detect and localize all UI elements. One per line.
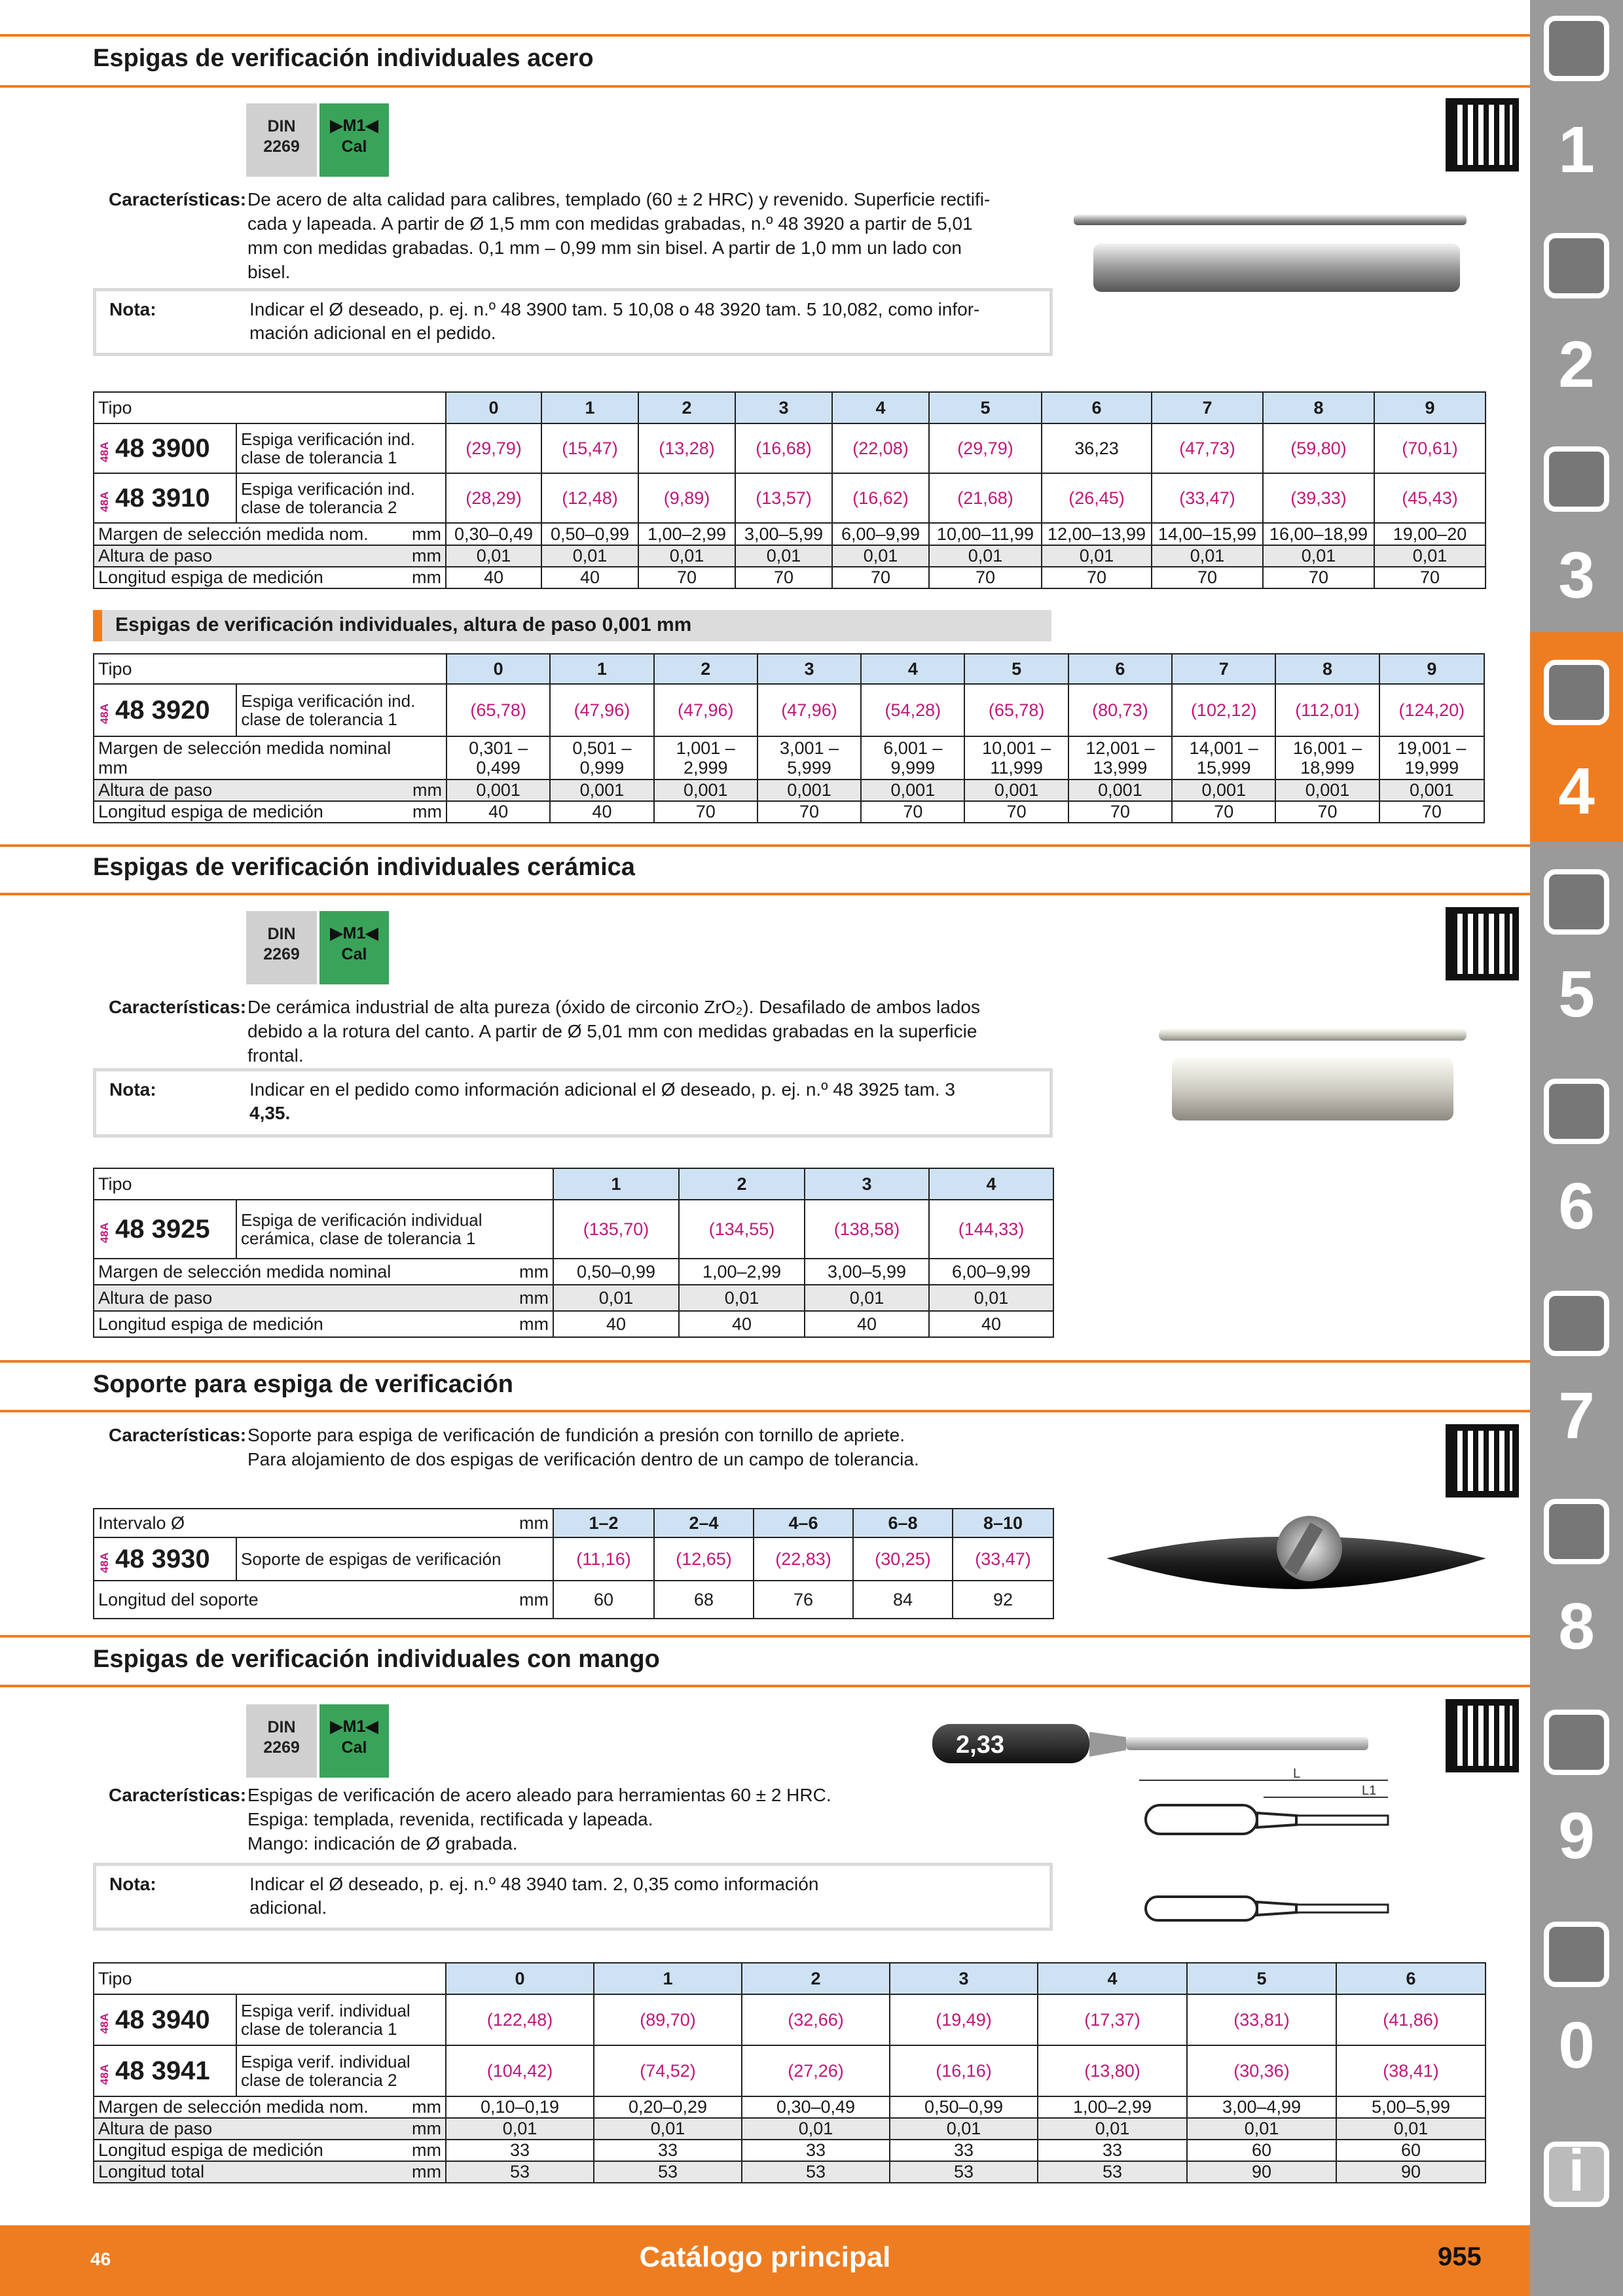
- footer-bar: [0, 2225, 1530, 2296]
- insert-icon[interactable]: [1544, 233, 1609, 298]
- section-rule: [0, 34, 1532, 37]
- ceramic-pin-image: [1152, 1021, 1493, 1126]
- qr-code[interactable]: [1446, 907, 1519, 980]
- table-48-3925: Tipo 1 2 3 4 48A 48 3925 Espiga de verificación individual cerámica, clase de tolerancia 1 (135,70) (134,55) (138,58) (144,33) Margen de selección medida nominal mm 0,50–0,99 1,00–2,99 3,00–5,99 6,00–9,99 Altura de paso mm 0,01 0,01 0,01 0,01 Longitud espiga de medición mm 40 40 40 40: [93, 1168, 1054, 1338]
- table-row: 48A 48 3940 Espiga verif. individual clase de tolerancia 1 (122,48) (89,70) (32,66) (19,49) (17,37) (33,81) (41,86): [94, 1994, 1486, 2045]
- caracteristicas-block: Características: Soporte para espiga de verificación de fundición a presión con tornillo de apriete. Para alojamiento de dos espigas de verificación dentro de un campo de tolerancia.: [109, 1425, 919, 1469]
- tool-set-icon[interactable]: [1544, 1499, 1609, 1564]
- cabinet-icon[interactable]: [1544, 1710, 1609, 1775]
- table-48-3920: Tipo 0 1 2 3 4 5 6 7 8 9 48A 48 3920 Espiga verificación ind. clase de tolerancia 1 (65,78) (47,96) (47,96) (47,96) (54,28) (65,78) (80,73) (102,12) (112,01) (124,20) Margen de selección medida nominal mm 0,301 – 0,499 0,501 – 0,999 1,001 – 2,999 3,001 – 5,999 6,001 – 9,999 10,001 – 11,999 12,001 – 13,999 14,001 – 15,999 16,001 – 18,999 19,001 – 19,999 Altura de paso mm 0,001 0,001 0,001 0,001 0,001 0,001 0,001 0,001 0,001 0,001 Longitud espiga de medición mm 40 40 70 70 70 70 70 70 70 70: [93, 653, 1485, 823]
- chapter-7[interactable]: 7: [1558, 1379, 1595, 1452]
- qr-code[interactable]: [1446, 1424, 1519, 1498]
- chapter-3[interactable]: 3: [1558, 539, 1595, 612]
- qr-code[interactable]: [1446, 1699, 1519, 1772]
- wrench-icon[interactable]: [1544, 1079, 1609, 1144]
- caracteristicas-block: Características: De cerámica industrial de alta pureza (óxido de circonio ZrO₂). Desafilado de ambos lados debido a la rotura del canto. A partir de Ø 5,01 mm con medidas grabadas en la superficie frontal.: [109, 997, 980, 1066]
- section-rule: [0, 85, 1532, 88]
- section-rule: [0, 1410, 1532, 1412]
- chapter-9[interactable]: 9: [1558, 1799, 1595, 1873]
- footer-page-right: 955: [1438, 2242, 1482, 2271]
- info-label: i: [1568, 2138, 1585, 2204]
- chapter-0[interactable]: 0: [1558, 2009, 1595, 2082]
- table-row: 48A 48 3920 Espiga verificación ind. clase de tolerancia 1 (65,78) (47,96) (47,96) (47,96) (54,28) (65,78) (80,73) (102,12) (112,01) (124,20): [94, 684, 1484, 736]
- table-48-3900: Tipo 0 1 2 3 4 5 6 7 8 9 48A 48 3900 Espiga verificación ind. clase de tolerancia 1 (29,79) (15,47) (13,28) (16,68) (22,08) (29,79) 36,23 (47,73) (59,80) (70,61) 48A 48 3910 Espiga verificación ind. clase de tolerancia 2 (28,29) (12,48) (9,89) (13,57) (16,62) (21,68) (26,45) (33,47) (39,33) (45,43) Margen de selección medida nom. mm 0,30–0,49 0,50–0,99 1,00–2,99 3,00–5,99 6,00–9,99 10,00–11,99 12,00–13,99 14,00–15,99 16,00–18,99 19,00–20 Altura de paso mm 0,01 0,01 0,01 0,01 0,01 0,01 0,01 0,01 0,01 0,01 Longitud espiga de medición mm 40 40 70 70 70 70 70 70 70 70: [93, 391, 1486, 589]
- section-rule: [0, 1685, 1532, 1687]
- din-badge: DIN 2269 ▶M1◀ Cal: [246, 103, 389, 177]
- section-rule: [0, 1360, 1532, 1363]
- section-rule: [0, 844, 1532, 847]
- table-48-3930: Intervalo Ø mm 1–2 2–4 4–6 6–8 8–10 48A 48 3930 Soporte de espigas de verificación (11,16) (12,65) (22,83) (30,25) (33,47) Longitud del soporte mm 60 68 76 84 92: [93, 1508, 1054, 1619]
- subheading-bar: Espigas de verificación individuales, altura de paso 0,001 mm: [93, 610, 1051, 641]
- chapter-1[interactable]: 1: [1558, 113, 1595, 187]
- table-row: 48A 48 3941 Espiga verif. individual clase de tolerancia 2 (104,42) (74,52) (27,26) (16,16) (13,80) (30,36) (38,41): [94, 2045, 1486, 2096]
- qr-code[interactable]: [1446, 98, 1519, 171]
- dim-L: L: [1293, 1767, 1301, 1781]
- steel-pin-image: [1074, 209, 1493, 295]
- chapter-2[interactable]: 2: [1558, 328, 1595, 401]
- drill-icon[interactable]: [1544, 16, 1609, 81]
- safety-gear-icon[interactable]: [1544, 1922, 1609, 1987]
- section-title-soporte: Soporte para espiga de verificación: [93, 1371, 513, 1398]
- chapter-5[interactable]: 5: [1558, 958, 1595, 1031]
- nota-box: Nota: Indicar en el pedido como información adicional el Ø deseado, p. ej. n.º 48 3925 tam. 3 4,35.: [93, 1068, 1053, 1138]
- caracteristicas-block: Características: De acero de alta calidad para calibres, templado (60 ± 2 HRC) y revenido. Superficie rectifi- cada y lapeada. A partir de Ø 1,5 mm con medidas grabadas, n.º 48 3920 a partir de 5,01 mm con medidas grabadas. 0,1 mm – 0,99 mm sin bisel. A partir de 1,0 mm un lado con bisel.: [109, 189, 991, 282]
- chapter-8[interactable]: 8: [1558, 1590, 1595, 1663]
- footer-title: Catálogo principal: [639, 2241, 891, 2273]
- section-rule: [0, 893, 1532, 895]
- table-row: 48A 48 3925 Espiga de verificación individual cerámica, clase de tolerancia 1 (135,70) (134,55) (138,58) (144,33): [94, 1200, 1053, 1259]
- dim-L1: L1: [1362, 1784, 1377, 1798]
- table-row: 48A 48 3900 Espiga verificación ind. clase de tolerancia 1 (29,79) (15,47) (13,28) (16,68) (22,08) (29,79) 36,23 (47,73) (59,80) (70,61): [94, 423, 1486, 473]
- chapter-4[interactable]: 4: [1558, 755, 1595, 828]
- holder-image: [1100, 1496, 1493, 1621]
- chapter-6[interactable]: 6: [1558, 1170, 1595, 1243]
- caliper-icon[interactable]: [1544, 660, 1609, 725]
- pliers-icon[interactable]: [1544, 1291, 1609, 1356]
- footer-page-left: 46: [90, 2249, 111, 2269]
- din-badge: DIN 2269 ▶M1◀ Cal: [246, 911, 389, 984]
- section-title-ceramica: Espigas de verificación individuales cerámica: [93, 853, 635, 881]
- handle-label: 2,33: [956, 1731, 1004, 1759]
- section-rule: [0, 1635, 1532, 1638]
- section-title-mango: Espigas de verificación individuales con mango: [93, 1645, 660, 1673]
- nota-box: Nota: Indicar el Ø deseado, p. ej. n.º 48 3900 tam. 5 10,08 o 48 3920 tam. 5 10,082, como infor- mación adicional en el pedido.: [93, 288, 1053, 356]
- nota-box: Nota: Indicar el Ø deseado, p. ej. n.º 48 3940 tam. 2, 0,35 como información adicional.: [93, 1863, 1053, 1931]
- table-48-3940: Tipo 0 1 2 3 4 5 6 48A 48 3940 Espiga verif. individual clase de tolerancia 1 (122,48) (89,70) (32,66) (19,49) (17,37) (33,81) (41,86) 48A 48 3941 Espiga verif. individual clase de tolerancia 2 (104,42) (74,52) (27,26) (16,16) (13,80) (30,36) (38,41) Margen de selección medida nom. mm 0,10–0,19 0,20–0,29 0,30–0,49 0,50–0,99 1,00–2,99 3,00–4,99 5,00–5,99 Altura de paso mm 0,01 0,01 0,01 0,01 0,01 0,01 0,01 Longitud espiga de medición mm 33 33 33 33 33 60 60 Longitud total mm 53 53 53 53 53 90 90: [93, 1962, 1486, 2183]
- grinding-disc-icon[interactable]: [1544, 869, 1609, 935]
- collet-icon[interactable]: [1544, 446, 1609, 512]
- table-row: 48A 48 3930 Soporte de espigas de verificación (11,16) (12,65) (22,83) (30,25) (33,47): [94, 1537, 1053, 1581]
- din-badge: DIN 2269 ▶M1◀ Cal: [246, 1704, 389, 1778]
- caracteristicas-block: Características: Espigas de verificación de acero aleado para herramientas 60 ± 2 HRC. Espiga: templada, revenida, rectificada y lapeada. Mango: indicación de Ø grabada.: [109, 1785, 831, 1854]
- section-title-acero: Espigas de verificación individuales acero: [93, 45, 594, 72]
- table-row: 48A 48 3910 Espiga verificación ind. clase de tolerancia 2 (28,29) (12,48) (9,89) (13,57) (16,62) (21,68) (26,45) (33,47) (39,33) (45,43): [94, 473, 1486, 523]
